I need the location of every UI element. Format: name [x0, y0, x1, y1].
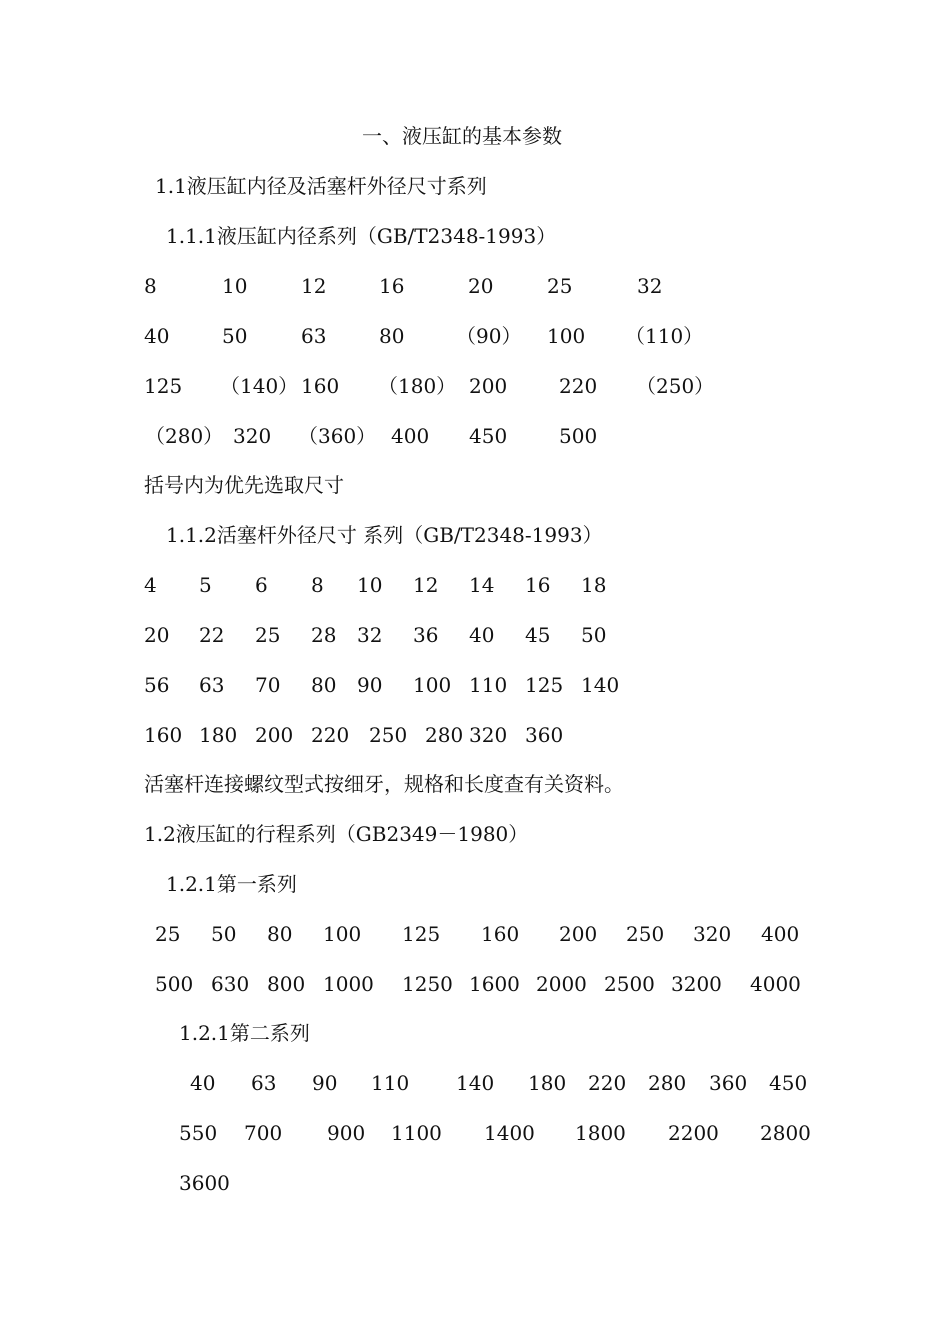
value-cell: 550	[179, 1121, 218, 1145]
value-cell: 630	[211, 972, 250, 996]
value-cell: 140	[581, 673, 620, 697]
value-cell: 280	[648, 1071, 687, 1095]
value-cell: 10	[357, 573, 383, 597]
value-cell: 8	[311, 573, 324, 597]
value-cell: 250	[626, 922, 665, 946]
value-cell: 1400	[484, 1121, 535, 1145]
value-cell: 12	[413, 573, 439, 597]
value-cell: （90）	[456, 324, 522, 348]
value-cell: 10	[222, 274, 248, 298]
value-cell: 63	[251, 1071, 277, 1095]
value-cell: 800	[267, 972, 306, 996]
value-cell: 2500	[604, 972, 655, 996]
value-row	[0, 673, 950, 697]
value-cell: 450	[469, 424, 508, 448]
value-cell: 45	[525, 623, 551, 647]
value-row	[0, 1121, 950, 1145]
value-cell: 125	[525, 673, 564, 697]
value-cell: 50	[581, 623, 607, 647]
value-cell: （180）	[378, 374, 457, 398]
value-row	[0, 324, 950, 348]
value-cell: 320	[693, 922, 732, 946]
value-cell: （250）	[636, 374, 715, 398]
value-cell: 1100	[391, 1121, 442, 1145]
value-row	[0, 424, 950, 448]
value-cell: （360）	[298, 424, 377, 448]
value-cell: 40	[469, 623, 495, 647]
value-cell: 1000	[323, 972, 374, 996]
value-cell: 2200	[668, 1121, 719, 1145]
value-cell: 100	[413, 673, 452, 697]
value-cell: 70	[255, 673, 281, 697]
value-cell: 25	[155, 922, 181, 946]
value-cell: 320	[469, 723, 508, 747]
value-cell: 6	[255, 573, 268, 597]
value-cell: 56	[144, 673, 170, 697]
value-cell: 16	[525, 573, 551, 597]
value-cell: 700	[244, 1121, 283, 1145]
value-cell: 220	[311, 723, 350, 747]
value-row	[0, 623, 950, 647]
value-cell: 90	[357, 673, 383, 697]
value-row	[0, 274, 950, 298]
value-cell: 180	[199, 723, 238, 747]
value-cell: 180	[528, 1071, 567, 1095]
value-cell: 80	[379, 324, 405, 348]
value-cell: 8	[144, 274, 157, 298]
value-cell: 3200	[671, 972, 722, 996]
bore-note: 括号内为优先选取尺寸	[144, 473, 344, 497]
value-cell: 220	[559, 374, 598, 398]
value-cell: 40	[144, 324, 170, 348]
value-cell: 125	[402, 922, 441, 946]
value-cell: 20	[144, 623, 170, 647]
value-cell: （110）	[625, 324, 704, 348]
value-cell: 80	[267, 922, 293, 946]
value-cell: 14	[469, 573, 495, 597]
value-cell: 25	[255, 623, 281, 647]
value-cell: 20	[468, 274, 494, 298]
value-row	[0, 573, 950, 597]
value-cell: 90	[312, 1071, 338, 1095]
value-cell: 280	[425, 723, 464, 747]
value-cell: 28	[311, 623, 337, 647]
section-heading-1-2-1-first: 1.2.1第一系列	[166, 872, 297, 896]
value-cell: 3600	[179, 1171, 230, 1195]
value-cell: 22	[199, 623, 225, 647]
value-cell: 18	[581, 573, 607, 597]
value-row	[0, 723, 950, 747]
value-cell: 500	[155, 972, 194, 996]
value-cell: 63	[199, 673, 225, 697]
value-cell: 1800	[575, 1121, 626, 1145]
rod-note: 活塞杆连接螺纹型式按细牙，规格和长度查有关资料。	[144, 772, 624, 796]
value-cell: 400	[761, 922, 800, 946]
value-cell: 80	[311, 673, 337, 697]
value-cell: 100	[323, 922, 362, 946]
value-cell: 140	[456, 1071, 495, 1095]
value-cell: 12	[301, 274, 327, 298]
value-cell: 360	[525, 723, 564, 747]
value-cell: 400	[391, 424, 430, 448]
value-cell: 63	[301, 324, 327, 348]
value-row	[0, 1171, 950, 1195]
value-cell: 200	[559, 922, 598, 946]
value-cell: 110	[469, 673, 508, 697]
value-cell: 1600	[469, 972, 520, 996]
value-cell: 220	[588, 1071, 627, 1095]
value-cell: 50	[211, 922, 237, 946]
value-cell: 25	[547, 274, 573, 298]
value-cell: 5	[199, 573, 212, 597]
value-cell: 32	[357, 623, 383, 647]
value-cell: 250	[369, 723, 408, 747]
value-cell: 4	[144, 573, 157, 597]
value-cell: 16	[379, 274, 405, 298]
section-heading-1-1: 1.1液压缸内径及活塞杆外径尺寸系列	[155, 174, 487, 198]
value-cell: 160	[481, 922, 520, 946]
value-cell: 160	[301, 374, 340, 398]
value-cell: 110	[371, 1071, 410, 1095]
value-cell: （280）	[145, 424, 224, 448]
value-cell: 320	[233, 424, 272, 448]
value-cell: 100	[547, 324, 586, 348]
value-cell: （140）	[220, 374, 299, 398]
section-heading-1-1-1: 1.1.1液压缸内径系列（GB/T2348-1993）	[166, 224, 557, 248]
section-heading-1-1-2: 1.1.2活塞杆外径尺寸 系列（GB/T2348-1993）	[166, 523, 603, 547]
value-cell: 32	[637, 274, 663, 298]
value-cell: 1250	[402, 972, 453, 996]
page-title: 一、液压缸的基本参数	[362, 124, 562, 148]
value-cell: 2800	[760, 1121, 811, 1145]
value-row	[0, 374, 950, 398]
value-row	[0, 972, 950, 996]
value-cell: 4000	[750, 972, 801, 996]
value-cell: 160	[144, 723, 183, 747]
value-cell: 2000	[536, 972, 587, 996]
value-cell: 200	[255, 723, 294, 747]
value-row	[0, 1071, 950, 1095]
value-cell: 40	[190, 1071, 216, 1095]
value-cell: 450	[769, 1071, 808, 1095]
value-cell: 125	[144, 374, 183, 398]
section-heading-1-2: 1.2液压缸的行程系列（GB2349－1980）	[144, 822, 529, 846]
value-cell: 200	[469, 374, 508, 398]
value-cell: 36	[413, 623, 439, 647]
value-cell: 500	[559, 424, 598, 448]
section-heading-1-2-1-second: 1.2.1第二系列	[179, 1021, 310, 1045]
value-row	[0, 922, 950, 946]
value-cell: 360	[709, 1071, 748, 1095]
value-cell: 50	[222, 324, 248, 348]
value-cell: 900	[327, 1121, 366, 1145]
